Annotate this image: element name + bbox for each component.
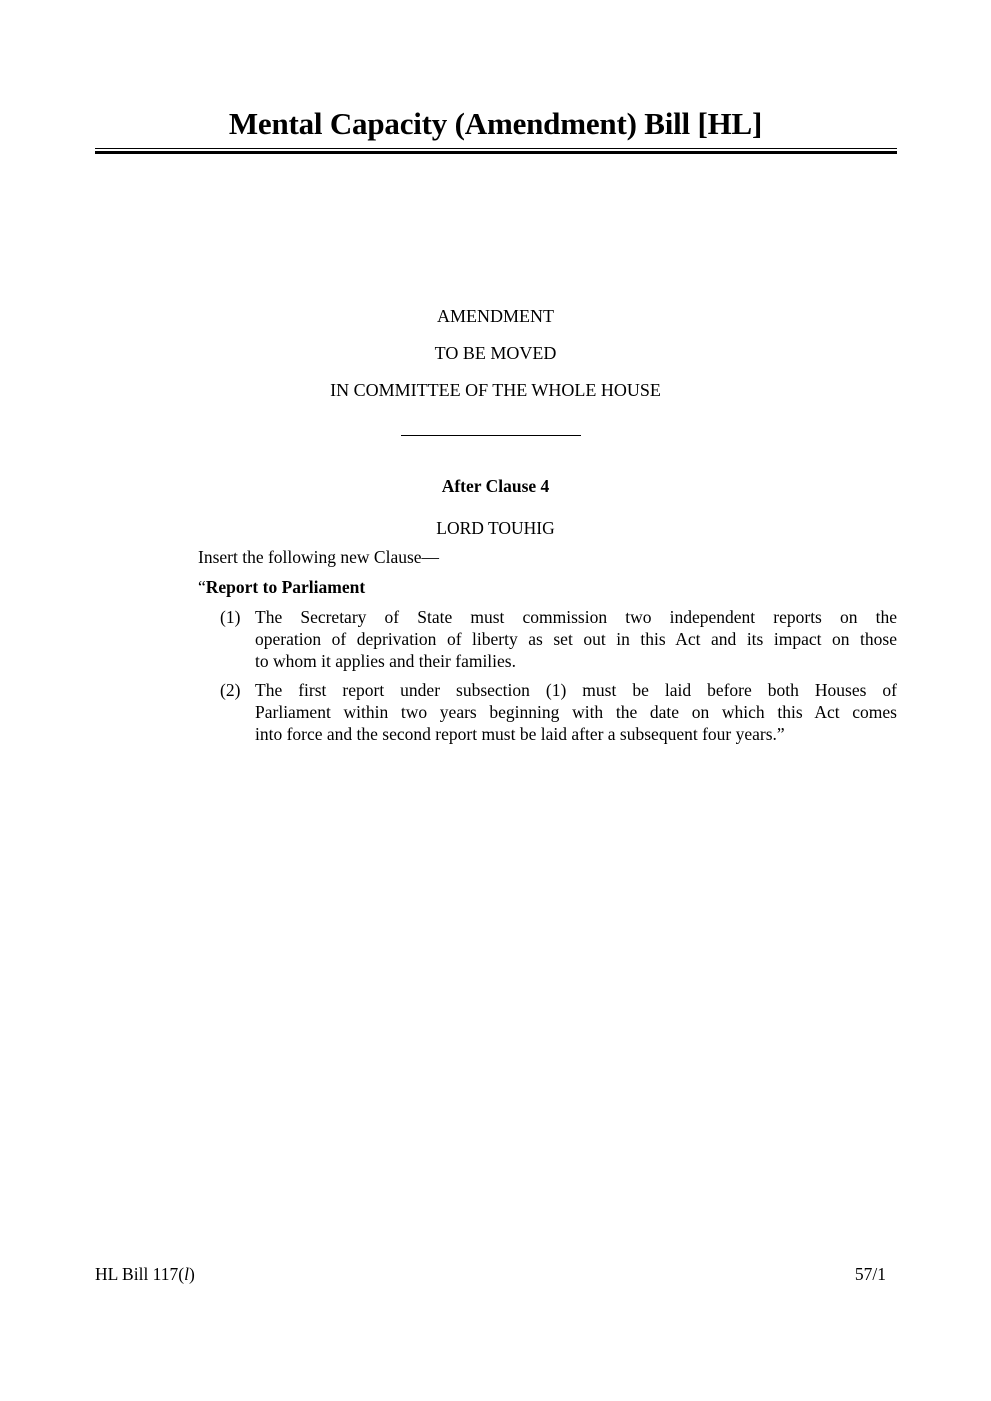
subsection-line: The first report under subsection (1) must be laid before both Houses of <box>255 680 897 700</box>
bill-number-italic: l <box>184 1264 189 1284</box>
subsection-line: into force and the second report must be laid after a subsequent four years.” <box>255 724 785 744</box>
subsection-number: (1) <box>220 607 241 627</box>
heading-amendment: AMENDMENT <box>437 306 554 326</box>
subsection-line: operation of deprivation of liberty as set out in this Act and its impact on those <box>255 629 897 649</box>
subsection-line: to whom it applies and their families. <box>255 651 516 671</box>
amendment-instruction: Insert the following new Clause— <box>198 547 440 567</box>
subsection-line: Parliament within two years beginning with the date on which this Act comes <box>255 702 897 722</box>
separator-rule <box>401 435 581 436</box>
amendment-mover: LORD TOUHIG <box>436 518 555 538</box>
clause-title <box>198 577 365 598</box>
bill-number-prefix: HL Bill 117( <box>95 1264 185 1284</box>
open-quote: “ <box>198 577 206 597</box>
title-rule-thin <box>95 148 897 149</box>
heading-committee: IN COMMITTEE OF THE WHOLE HOUSE <box>330 380 661 400</box>
bill-number-suffix: ) <box>189 1264 195 1284</box>
subsection-number: (2) <box>220 680 241 700</box>
page-reference: 57/1 <box>854 1264 886 1284</box>
amendment-position: After Clause 4 <box>441 476 550 496</box>
bill-number <box>95 1264 195 1285</box>
heading-to-be-moved: TO BE MOVED <box>434 343 557 363</box>
subsection-line: The Secretary of State must commission two independent reports on the <box>255 607 897 627</box>
title-rule-thick <box>95 151 897 154</box>
clause-title-text: Report to Parliament <box>205 577 366 597</box>
document-title: Mental Capacity (Amendment) Bill [HL] <box>228 106 763 141</box>
